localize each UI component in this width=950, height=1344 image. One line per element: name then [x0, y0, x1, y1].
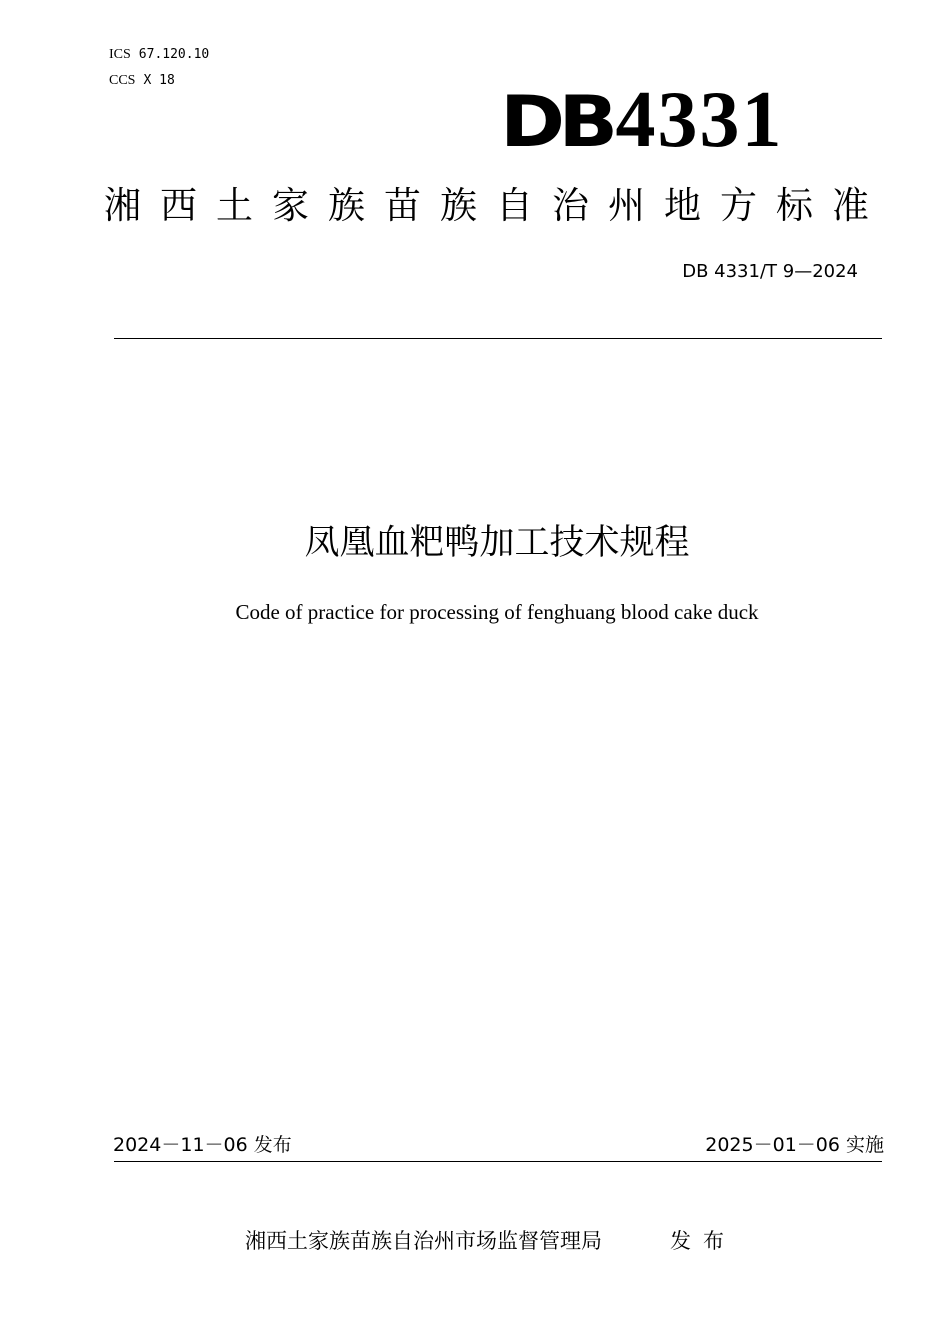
release-date: 2024－11－06 发布 [113, 1134, 292, 1156]
ccs-classification [109, 72, 175, 90]
implementation-date: 2025－01－06 实施 [705, 1134, 884, 1156]
top-divider [114, 338, 882, 339]
ccs-label: CCS [109, 73, 136, 88]
document-title-english: Code of practice for processing of fenghuang blood cake duck [235, 600, 759, 624]
ics-label: ICS [109, 47, 131, 62]
issuing-authority: 湘西土家族苗族自治州市场监督管理局 [245, 1229, 602, 1253]
ics-code: 67.120.10 [138, 47, 210, 62]
standard-mark-code: 4331 [615, 76, 784, 164]
standard-mark-logo [500, 76, 810, 164]
standard-category: 湘西土家族苗族自治州地方标准 [104, 184, 888, 227]
standard-number: DB 4331/T 9—2024 [682, 261, 858, 282]
publish-label: 发布 [670, 1229, 736, 1253]
document-title-chinese: 凤凰血粑鸭加工技术规程 [304, 523, 690, 563]
standard-mark-prefix: DB [500, 81, 612, 163]
ics-classification [109, 46, 209, 64]
bottom-divider [114, 1161, 882, 1162]
ccs-code: X 18 [143, 73, 175, 88]
